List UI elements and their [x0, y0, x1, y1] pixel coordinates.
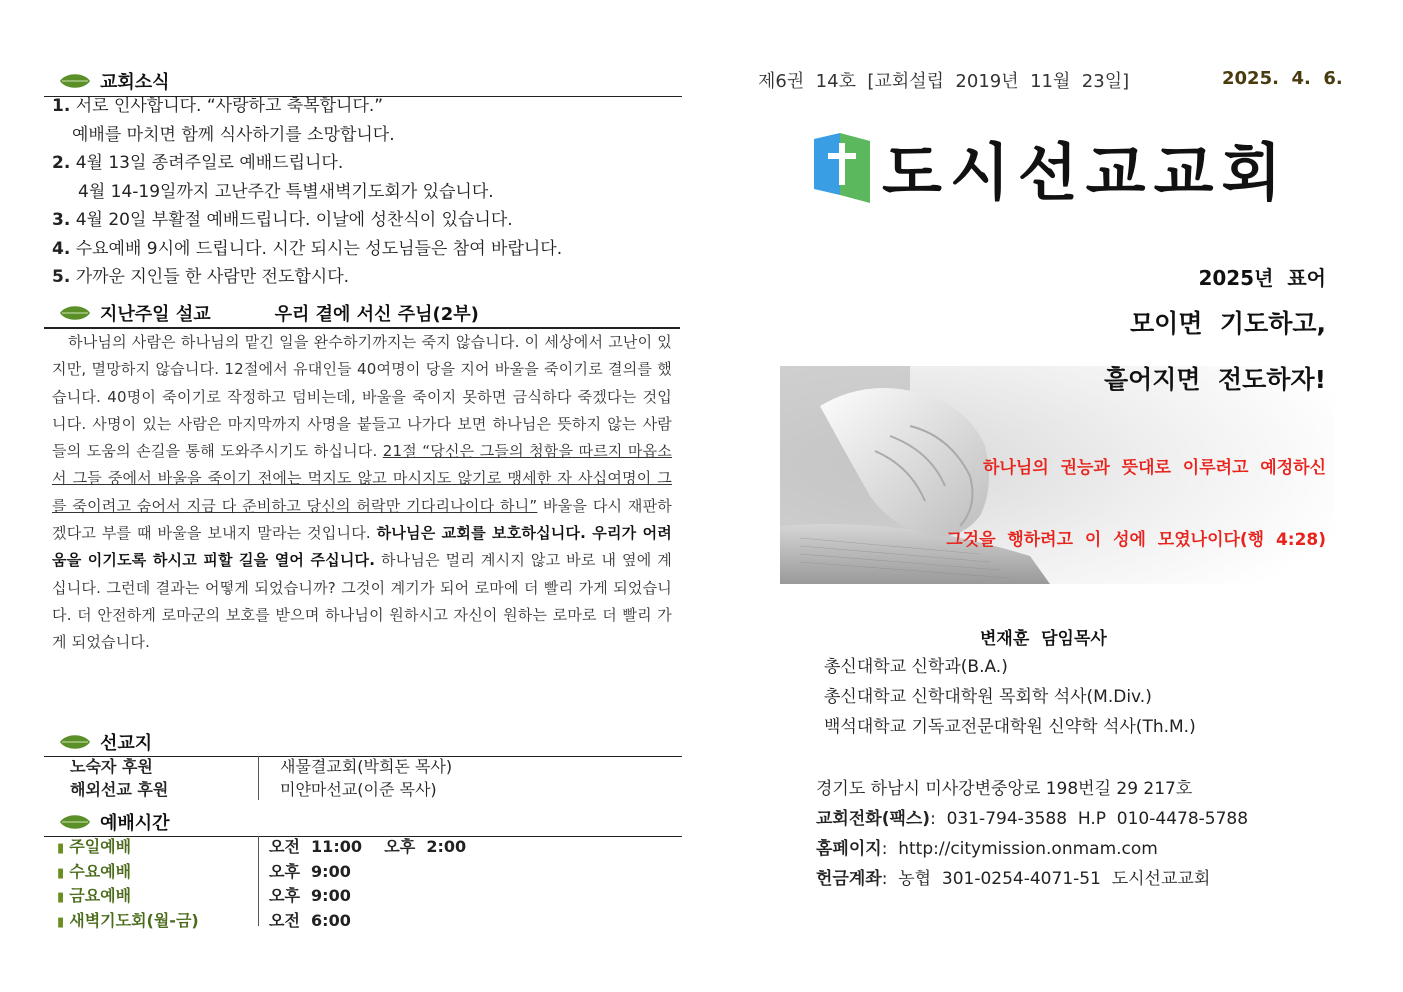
table-row: ▮ 수요예배 오후 9:00 [57, 861, 351, 881]
pastor-title: 변재훈 담임목사 [980, 629, 1107, 649]
news-title-text: 교회소식 [100, 72, 170, 93]
sermon-quote: 21절 “당신은 그들의 청함을 따르지 마옵소서 그들 중에서 바울을 죽이기 전에는 먹지도 않고 마시지도 않기로 맹세한 자 사십여명이 그를 죽이려고 숨어서 지금 다 준비하고 당신의 허락만 기다리나이다 하니” [52, 442, 672, 515]
church-name: 도시선교교회 [882, 136, 1290, 209]
news-item: 5. 가까운 지인들 한 사람만 전도합시다. [52, 267, 350, 287]
account-line: 헌금계좌: 농협 301-0254-4071-51 도시선교교회 [816, 869, 1211, 889]
degree-item: 총신대학교 신학대학원 목회학 석사(M.Div.) [824, 687, 1152, 707]
services-table [57, 836, 466, 934]
table-row: ▮ 주일예배 오전 11:00 오후 2:00 [57, 837, 467, 856]
sermon-body: 하나님의 사람은 하나님의 맡긴 일을 완수하기까지는 죽지 않습니다. 이 세상에서 고난이 있지만, 멸망하지 않습니다. 12절에서 유대인들 40여명이 당을 지어 바울을 죽이기로 결의를 했습니다. 40명이 죽이기로 작정하고 덤비는데, 바울을 죽이지 못하면 금식하다 죽겠다는 것입니다. 사명이 있는 사람은 마지막까지 사명을 붙들고 나가다 보면 하나님은 뜻하지 않는 사람들의 도움의 손길을 통해 도와주시기도 하십니다. 21절 “당신은 그들의 청함을 따르지 마옵소서 그들 중에서 바울을 죽이기 전에는 먹지도 않고 마시지도 않기로 맹세한 자 사십여명이 그를 죽이려고 숨어서 지금 다 준비하고 당신의 허락만 기다리나이다 하니” 바울을 다시 재판하겠다고 부를 때 바울을 보내지 말라는 것입니다. 하나님은 교회를 보호하십니다. 우리가 어려움을 이기도록 하시고 피할 길을 열어 주십니다. 하나님은 멀리 계시지 않고 바로 내 옆에 계십니다. 그런데 결과는 어떻게 되었습니까? 그것이 계기가 되어 로마에 더 빨리 가게 되었습니다. 더 안전하게 로마군의 보호를 받으며 하나님이 원하시고 자신이 원하는 로마로 더 빨리 가게 되었습니다. [52, 333, 672, 652]
missions-title-text: 선교지 [100, 733, 153, 754]
sermon-title-text: 지난주일 설교 [100, 304, 211, 325]
bullet-icon: ▮ [57, 914, 65, 930]
phone-line: 교회전화(팩스): 031-794-3588 H.P 010-4478-5788 [816, 809, 1249, 829]
degree-item: 백석대학교 기독교전문대학원 신약학 석사(Th.M.) [824, 717, 1196, 737]
news-item: 3. 4월 20일 부활절 예배드립니다. 이날에 성찬식이 있습니다. [52, 210, 513, 230]
news-item: 4월 14-19일까지 고난주간 특별새벽기도회가 있습니다. [78, 181, 494, 202]
table-row: 노숙자 후원 새물결교회(박희돈 목사) [70, 757, 453, 776]
issue-info: 제6권 14호 [교회설립 2019년 11월 23일] [758, 71, 1130, 92]
homepage-line: 홈페이지: http://citymission.onmam.com [816, 839, 1158, 859]
verse-line1: 하나님의 권능과 뜻대로 이루려고 예정하신 [983, 458, 1326, 478]
bulletin-date: 2025. 4. 6. [1222, 68, 1343, 89]
missions-table [59, 756, 452, 801]
table-row: 해외선교 후원 미얀마선교(이준 목사) [70, 779, 437, 799]
missions-section-title [58, 729, 152, 755]
news-item: 예배를 마치면 함께 식사하기를 소망합니다. [72, 124, 395, 145]
bible-verse [946, 408, 1326, 576]
news-item: 4. 수요예배 9시에 드립니다. 시간 되시는 성도님들은 참여 바랍니다. [52, 238, 563, 259]
leaf-icon [58, 814, 92, 830]
sermon-emphasis: 하나님은 교회를 보호하십니다. 우리가 어려움을 이기도록 하시고 피할 길을 열어 주십니다. [52, 524, 672, 570]
pastor-degrees [824, 652, 1196, 742]
table-row: ▮ 새벽기도회(월-금) 오전 6:00 [57, 910, 351, 930]
services-section-title [58, 809, 170, 835]
news-item: 1. 서로 인사합니다. “사랑하고 축복합니다.” [52, 96, 384, 116]
leaf-icon [58, 305, 92, 321]
contact-info [816, 774, 1248, 894]
bullet-icon: ▮ [57, 841, 65, 856]
sermon-subject: 우리 곁에 서신 주님(2부) [274, 304, 479, 325]
motto-line1: 모이면 기도하고, [1130, 309, 1326, 338]
leaf-icon [58, 73, 92, 89]
sermon-section-title [58, 300, 479, 326]
services-title-text: 예배시간 [100, 813, 170, 834]
degree-item: 총신대학교 신학과(B.A.) [824, 657, 1008, 677]
motto-line2: 흩어지면 전도하자! [1103, 365, 1326, 394]
leaf-icon [58, 734, 92, 750]
bullet-icon: ▮ [57, 865, 65, 881]
verse-line2: 그것을 행하려고 이 성에 모였나이다(행 4:28) [946, 530, 1326, 550]
bullet-icon: ▮ [57, 890, 65, 905]
news-section-title [58, 68, 170, 94]
news-item: 2. 4월 13일 종려주일로 예배드립니다. [52, 153, 344, 173]
motto-label: 2025년 표어 [1198, 266, 1326, 290]
address: 경기도 하남시 미사강변중앙로 198번길 29 217호 [816, 779, 1193, 799]
table-row: ▮ 금요예배 오후 9:00 [57, 886, 351, 905]
church-cross-logo [814, 133, 872, 205]
news-list [52, 92, 562, 292]
